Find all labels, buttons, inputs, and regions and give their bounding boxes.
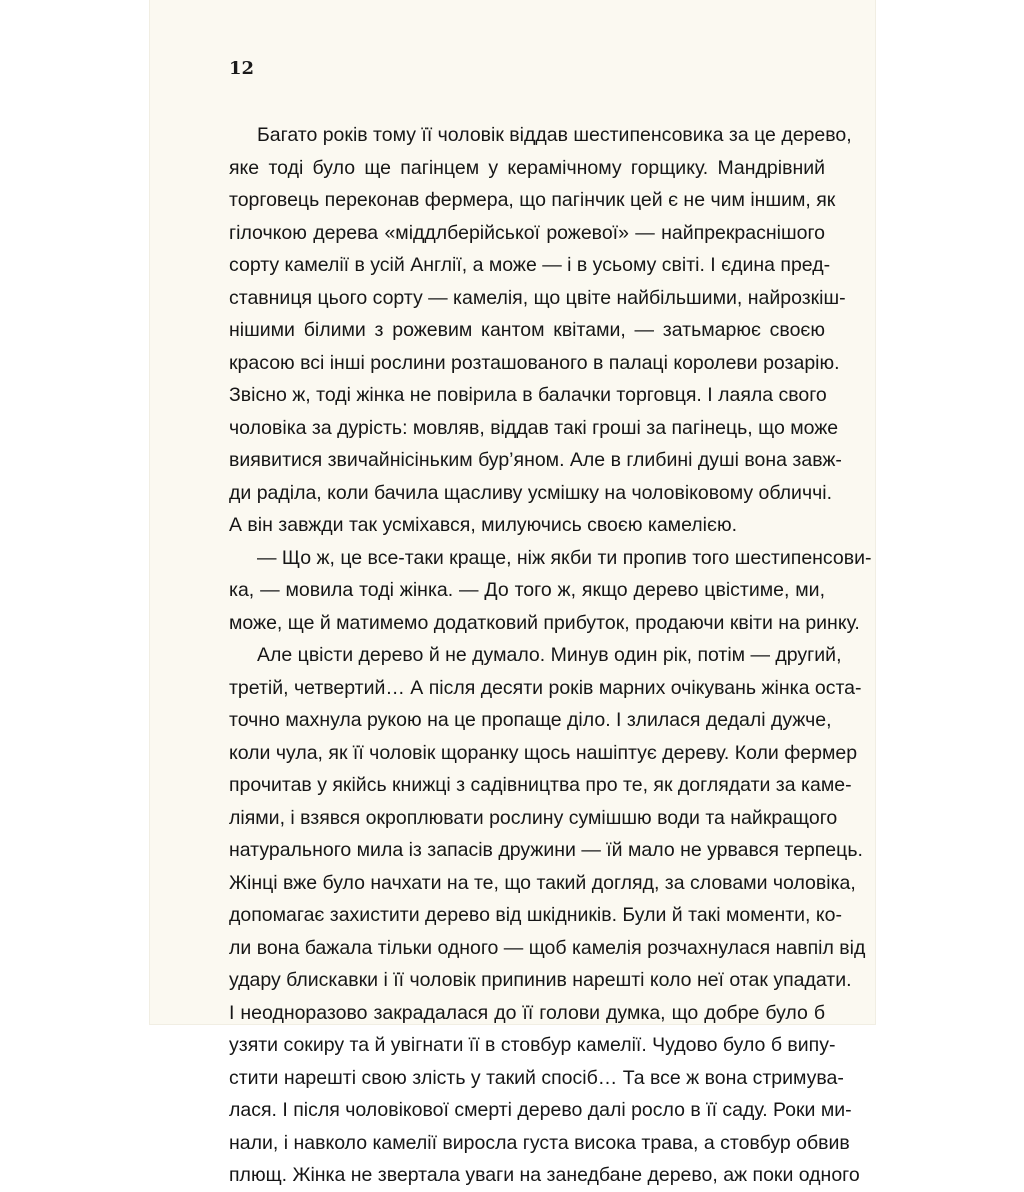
text-line: стити нарешті свою злість у такий спосіб… Та все ж вона стримува- — [229, 1066, 844, 1089]
text-line: сорту камелії в усій Англії, а може — і в усьому світі. І єдина пред- — [229, 254, 831, 276]
text-line: ліями, і взявся окроплювати рослину сумішшю води та найкращого — [229, 806, 838, 829]
text-line: допомагає захистити дерево від шкідників. Були й такі моменти, ко- — [229, 904, 842, 926]
text-line: лася. І після чоловікової смерті дерево далі росло в її саду. Роки ми- — [229, 1099, 852, 1121]
text-line: ставниця цього сорту — камелія, що цвіте найбільшими, найрозкіш- — [229, 286, 846, 309]
text-line: Багато років тому її чоловік віддав шестипенсовика за це дерево, — [257, 124, 852, 146]
text-line: Звісно ж, тоді жінка не повірила в балачки торговця. І лаяла свого — [229, 384, 827, 406]
text-line: яке тоді було ще пагінцем у керамічному горщику. Мандрівний — [229, 156, 825, 179]
text-line: А він завжди так усміхався, милуючись своєю камелією. — [229, 514, 737, 536]
text-line: Але цвісти дерево й не думало. Минув один рік, потім — другий, — [257, 644, 842, 666]
text-line: — Що ж, це все-таки краще, ніж якби ти пропив того шестипенсови- — [257, 546, 872, 569]
text-line: плющ. Жінка не звертала уваги на занедбане дерево, аж поки одного — [229, 1164, 860, 1186]
text-line: може, ще й матимемо додатковий прибуток, продаючи квіти на ринку. — [229, 611, 860, 634]
text-line: нали, і навколо камелії виросла густа висока трава, а стовбур обвив — [229, 1131, 850, 1154]
text-line: точно махнула рукою на це пропаще діло. І злилася дедалі дужче, — [229, 709, 832, 731]
text-line: торговець переконав фермера, що пагінчик цей є не чим іншим, як — [229, 189, 836, 211]
text-line: виявитися звичайнісіньким бур’яном. Але в глибині душі вона завж- — [229, 449, 842, 471]
text-line: красою всі інші рослини розташованого в палаці королеви розарію. — [229, 351, 840, 374]
text-line: ди раділа, коли бачила щасливу усмішку на чоловіковому обличчі. — [229, 481, 833, 504]
text-line: І неодноразово закрадалася до її голови думка, що добре було б — [229, 1001, 825, 1024]
text-line: натурального мила із запасів дружини — їй мало не урвався терпець. — [229, 839, 863, 861]
text-line: ли вона бажала тільки одного — щоб камелія розчахнулася навпіл від — [229, 936, 866, 959]
text-line: Жінці вже було начхати на те, що такий догляд, за словами чоловіка, — [229, 871, 856, 894]
text-line: нішими білими з рожевим кантом квітами, — затьмарює своєю — [229, 319, 825, 341]
text-line: удару блискавки і її чоловік припинив нарешті коло неї отак упадати. — [229, 969, 852, 991]
page-number: 12 — [229, 58, 255, 79]
text-line: чоловіка за дурість: мовляв, віддав такі гроші за пагінець, що може — [229, 416, 839, 439]
text-line: коли чула, як її чоловік щоранку щось нашіптує дереву. Коли фермер — [229, 741, 858, 764]
text-line: ка, — мовила тоді жінка. — До того ж, якщо дерево цвістиме, ми, — [229, 579, 825, 601]
text-line: узяти сокиру та й увігнати її в стовбур камелії. Чудово було б випу- — [229, 1034, 836, 1056]
text-line: третій, четвертий… А після десяти років марних очікувань жінка оста- — [229, 676, 862, 699]
body-text — [229, 119, 872, 1192]
text-line: гілочкою дерева «міддлберійської рожевої» — найпрекраснішого — [229, 221, 825, 244]
text-line: прочитав у якійсь книжці з садівництва про те, як доглядати за каме- — [229, 774, 852, 796]
